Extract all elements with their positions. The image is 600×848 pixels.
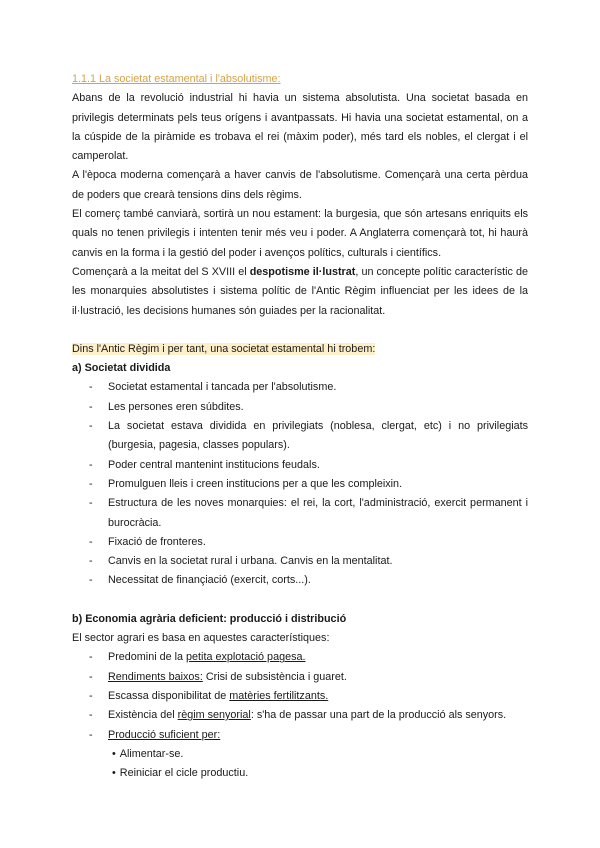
document-page: [72, 70, 528, 783]
despotisme-term: despotisme il·lustrat: [249, 265, 356, 278]
list-item: [72, 726, 528, 745]
sub-list-item: • Reiniciar el cicle productiu.: [72, 764, 528, 783]
underlined-term: petita explotació pagesa.: [186, 651, 306, 664]
list-item: - La societat estava dividida en privilegiats (noblesa, clergat, etc) i no privilegiats (burgesia, pagesia, classes populars).: [72, 417, 528, 456]
section-b-sublist: [72, 745, 528, 784]
section-b-intro: El sector agrari es basa en aquestes característiques:: [72, 632, 330, 645]
p4-text-before: Començarà a la meitat del S XVIII el: [72, 265, 250, 278]
list-item: - Societat estamental i tancada per l'absolutisme.: [72, 378, 528, 397]
item-text: : s'ha de passar una part de la producció als senyors.: [250, 709, 507, 722]
underlined-term: règim senyorial: [177, 709, 251, 722]
section-a-title: a) Societat dividida: [72, 362, 171, 375]
underlined-term: Producció suficient per:: [108, 728, 221, 741]
intro-paragraph-4: [72, 263, 528, 321]
list-item: - Poder central mantenint institucions feudals.: [72, 456, 528, 475]
list-item: - Necessitat de finançiació (exercit, corts...).: [72, 571, 528, 590]
section-heading: 1.1.1 La societat estamental i l'absolutisme:: [72, 73, 281, 85]
intro-paragraph-3: El comerç també canviarà, sortirà un nou estament: la burgesia, que són artesans enriquits els quals no tenen privilegis i intenten tenir més veu i poder. A Anglaterra començarà tot, hi haurà canvis en la forma i la gestió del poder i avenços polítics, culturals i científics.: [72, 208, 528, 259]
list-item: [72, 706, 528, 725]
item-text: Predomini de la: [108, 651, 187, 664]
intro-paragraph-2: A l'època moderna començarà a haver canvis de l'absolutisme. Començarà una certa pèrdua de poders que crearà tensions dins dels règims.: [72, 169, 528, 201]
list-item: [72, 687, 528, 706]
list-item: - Promulguen lleis i creen institucions per a que les compleixin.: [72, 475, 528, 494]
section-b-title: b) Economia agrària deficient: producció i distribució: [72, 612, 347, 625]
list-item: - Canvis en la societat rural i urbana. Canvis en la mentalitat.: [72, 552, 528, 571]
list-item: - Estructura de les noves monarquies: el rei, la cort, l'administració, exercit permanent i burocràcia.: [72, 494, 528, 533]
list-item: - Fixació de fronteres.: [72, 533, 528, 552]
list-item: [72, 668, 528, 687]
p4-text-after: , un concepte polític característic de les monarquies absolutistes i sistema polític de l'Antic Règim influenciat per les idees de la il·lustració, les decisions humanes són guiades per la racionalitat.: [72, 265, 529, 317]
intro-paragraph-1: Abans de la revolució industrial hi havia un sistema absolutista. Una societat basada en privilegis determinats pels teus orígens i avantpassats. Hi havia una societat estamental, on a la cúspide de la piràmide es trobava el rei (màxim poder), més tard els nobles, el clergat i el camperolat.: [72, 92, 528, 163]
list-item: [72, 648, 528, 667]
item-text: Escassa disponibilitat de: [108, 689, 230, 702]
highlighted-text: Dins l'Antic Règim i per tant, una societat estamental hi trobem:: [72, 342, 376, 355]
section-b-list: [72, 648, 528, 744]
sub-list-item: • Alimentar-se.: [72, 745, 528, 764]
section-a-list: [72, 378, 528, 590]
antic-regim-intro: [72, 340, 528, 359]
item-text: Existència del: [108, 709, 178, 722]
underlined-term: Rendiments baixos:: [108, 670, 203, 683]
list-item: - Les persones eren súbdites.: [72, 398, 528, 417]
item-text: Crisi de subsistència i guaret.: [202, 670, 347, 683]
underlined-term: matèries fertilitzants.: [229, 689, 329, 702]
